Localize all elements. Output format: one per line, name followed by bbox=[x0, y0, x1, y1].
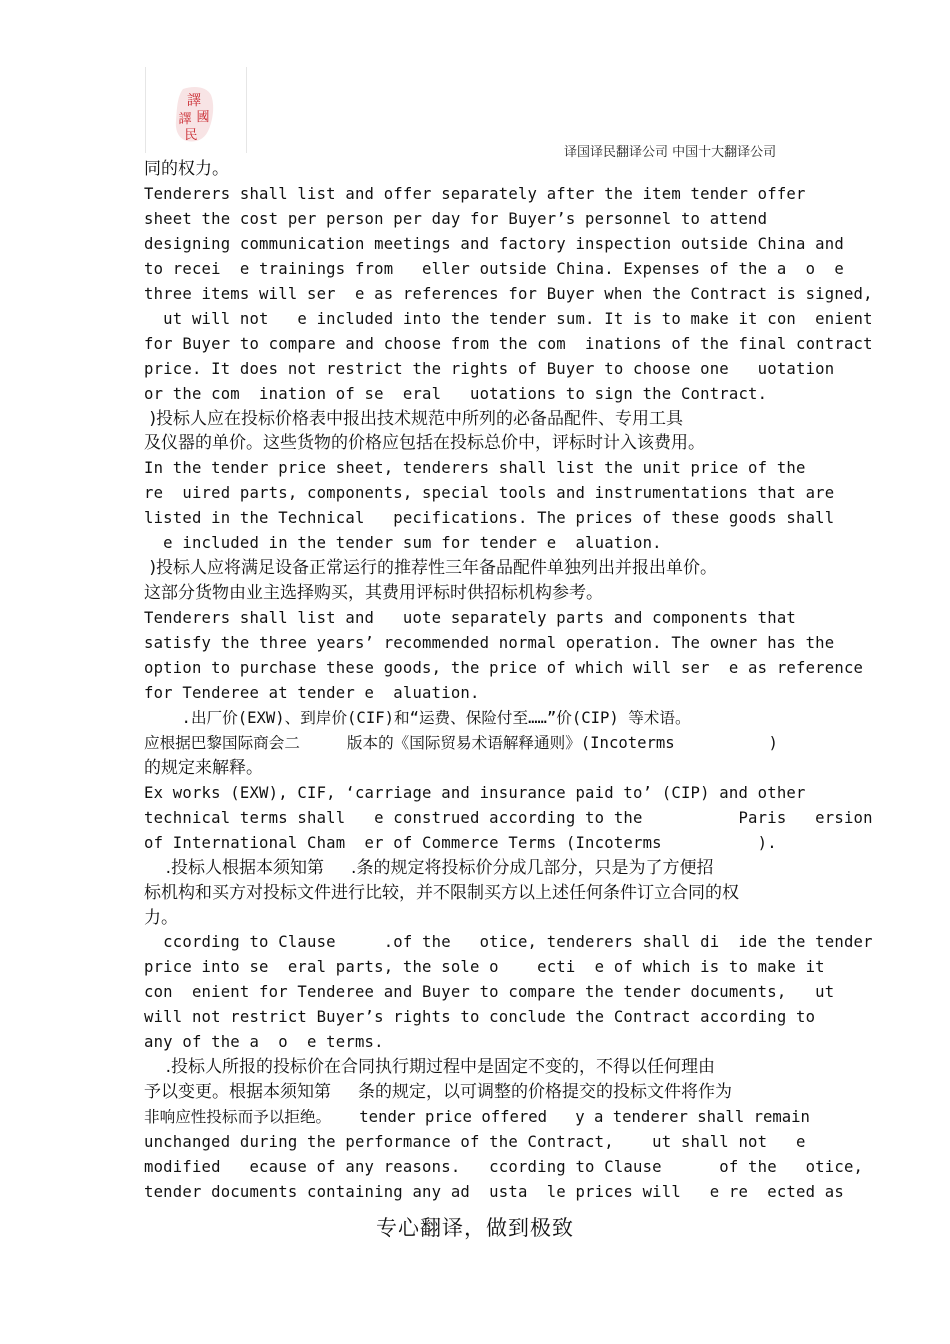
body-line: option to purchase these goods, the price of which will ser e as reference bbox=[144, 659, 864, 677]
body-line: 非响应性投标而予以拒绝。 tender price offered y a tenderer shall remain bbox=[144, 1108, 810, 1127]
body-line: sheet the cost per person per day for Buyer’s personnel to attend bbox=[144, 209, 768, 228]
body-line: )投标人应将满足设备正常运行的推荐性三年备品配件单独列出并报出单价。 bbox=[144, 558, 718, 579]
body-line: to recei e trainings from eller outside China. Expenses of the a o e bbox=[144, 259, 844, 278]
body-line: 及仪器的单价。这些货物的价格应包括在投标总价中，评标时计入该费用。 bbox=[144, 433, 705, 454]
body-line: 力。 bbox=[144, 907, 178, 928]
body-line: any of the a o e terms. bbox=[144, 1033, 384, 1052]
svg-text:譯: 譯 bbox=[187, 93, 201, 109]
body-line: unchanged during the performance of the Contract, ut shall not e bbox=[144, 1133, 806, 1152]
body-line: Tenderers shall list and uote separately parts and components that bbox=[144, 609, 796, 628]
body-line: .投标人根据本须知第 .条的规定将投标价分成几部分，只是为了方便招 bbox=[144, 857, 714, 878]
body-line: 标机构和买方对投标文件进行比较，并不限制买方以上述任何条件订立合同的权 bbox=[144, 882, 739, 903]
body-line: 的规定来解释。 bbox=[144, 757, 263, 778]
body-line: ccording to Clause .of the otice, tenderers shall di ide the tender bbox=[144, 933, 873, 952]
body-line: tender documents containing any ad usta le prices will e re ected as bbox=[144, 1182, 844, 1201]
body-line: re uired parts, components, special tools and instrumentations that are bbox=[144, 484, 835, 503]
footer-slogan: 专心翻译，做到极致 bbox=[376, 1216, 574, 1240]
seal-stamp-icon bbox=[173, 85, 215, 145]
body-line: listed in the Technical pecifications. The prices of these goods shall bbox=[144, 509, 835, 528]
body-line: or the com ination of se eral uotations to sign the Contract. bbox=[144, 384, 768, 403]
body-line: 应根据巴黎国际商会二 版本的《国际贸易术语解释通则》(Incoterms ) bbox=[144, 733, 778, 752]
body-line: technical terms shall e construed according to the Paris ersion bbox=[144, 808, 873, 827]
body-line: 同的权力。 bbox=[144, 159, 229, 179]
company-logo bbox=[145, 67, 247, 153]
header-company-line: 译国译民翻译公司 中国十大翻译公司 bbox=[564, 145, 777, 160]
body-line: modified ecause of any reasons. ccording to Clause of the otice, bbox=[144, 1158, 864, 1176]
svg-text:譯: 譯 bbox=[178, 112, 192, 127]
body-line: )投标人应在投标价格表中报出技术规范中所列的必备品配件、专用工具 bbox=[144, 408, 684, 429]
svg-text:國: 國 bbox=[196, 110, 210, 125]
body-line: three items will ser e as references for Buyer when the Contract is signed, bbox=[144, 284, 873, 303]
body-line: 予以变更。根据本须知第 条的规定，以可调整的价格提交的投标文件将作为 bbox=[144, 1082, 733, 1103]
svg-text:民: 民 bbox=[184, 128, 198, 143]
body-line: e included in the tender sum for tender e aluation. bbox=[144, 534, 662, 553]
body-line: price. It does not restrict the rights of Buyer to choose one uotation bbox=[144, 359, 835, 378]
body-line: for Buyer to compare and choose from the com inations of the final contract bbox=[144, 334, 873, 353]
body-line: con enient for Tenderee and Buyer to compare the tender documents, ut bbox=[144, 983, 835, 1002]
body-line: .出厂价(EXW)、到岸价(CIF)和“运费、保险付至……”价(CIP) 等术语。 bbox=[144, 708, 691, 727]
body-line: for Tenderee at tender e aluation. bbox=[144, 683, 480, 702]
body-line: 这部分货物由业主选择购买，其费用评标时供招标机构参考。 bbox=[144, 583, 603, 604]
body-line: .投标人所报的投标价在合同执行期过程中是固定不变的，不得以任何理由 bbox=[144, 1057, 716, 1078]
body-line: will not restrict Buyer’s rights to conclude the Contract according to bbox=[144, 1008, 816, 1027]
body-line: designing communication meetings and factory inspection outside China and bbox=[144, 234, 844, 253]
body-line: ut will not e included into the tender sum. It is to make it con enient bbox=[144, 309, 873, 328]
body-line: Ex works (EXW), CIF, ‘carriage and insurance paid to’ (CIP) and other bbox=[144, 783, 806, 802]
body-line: In the tender price sheet, tenderers shall list the unit price of the bbox=[144, 459, 806, 478]
body-line: satisfy the three years’ recommended normal operation. The owner has the bbox=[144, 634, 835, 653]
body-line: Tenderers shall list and offer separately after the item tender offer bbox=[144, 184, 806, 203]
body-line: of International Cham er of Commerce Terms (Incoterms ). bbox=[144, 833, 777, 852]
body-line: price into se eral parts, the sole o ecti e of which is to make it bbox=[144, 958, 825, 977]
